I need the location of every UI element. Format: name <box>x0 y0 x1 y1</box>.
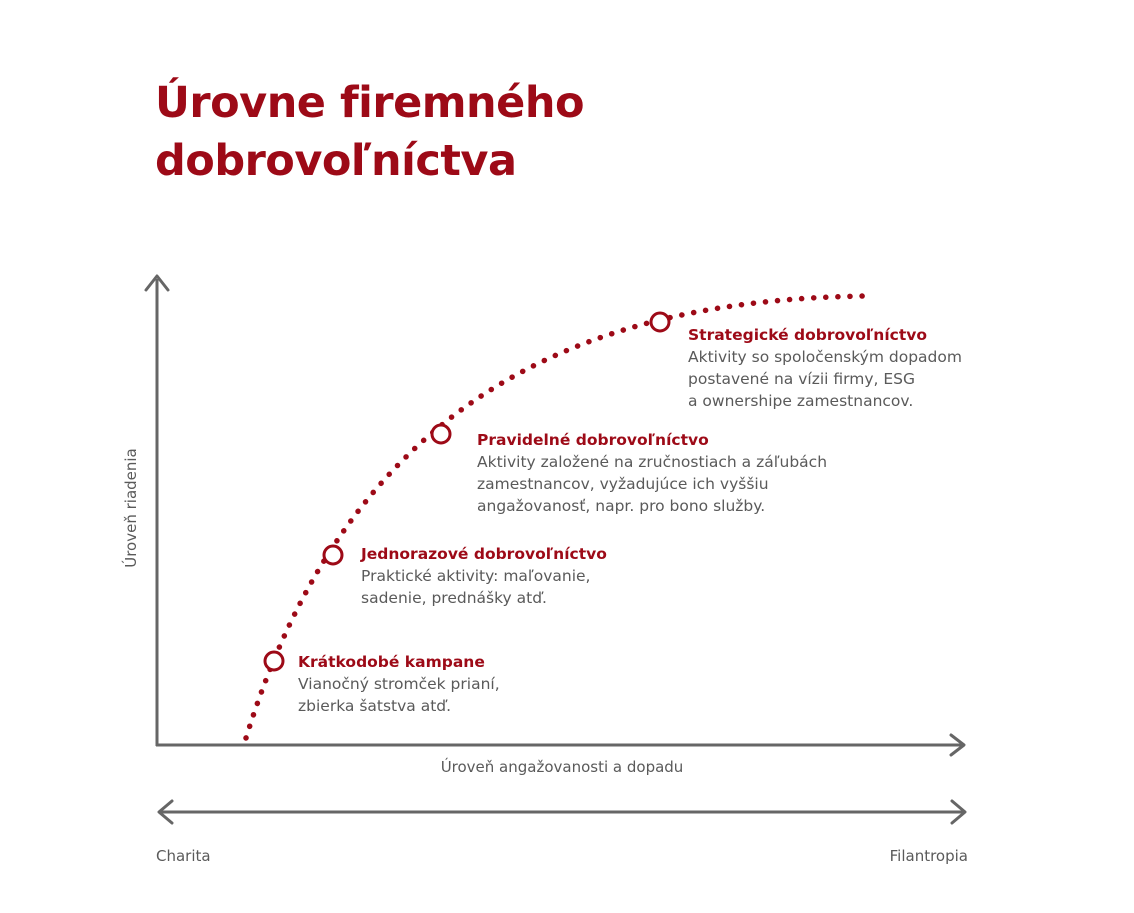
stage-description: Aktivity založené na zručnostiach a záľubách zamestnancov, vyžadujúce ich vyššiu angažovanosť, napr. pro bono služby. <box>477 453 828 515</box>
stage-marker-strategic-volunteering <box>651 313 669 331</box>
scale-label-left: Charita <box>156 847 211 865</box>
stage-marker-short-term-campaigns <box>265 652 283 670</box>
stage-marker-regular-volunteering <box>432 425 450 443</box>
scale-label-right: Filantropia <box>889 847 968 865</box>
stage-title: Pravidelné dobrovoľníctvo <box>477 431 709 449</box>
diagram-title-line-1: Úrovne firemného <box>155 78 584 128</box>
stage-regular-volunteering <box>477 429 827 517</box>
stage-short-term-campaigns <box>298 651 500 717</box>
stage-one-time-volunteering <box>361 543 607 609</box>
stage-description: Vianočný stromček prianí, zbierka šatstva atď. <box>298 675 500 715</box>
stage-description: Aktivity so spoločenským dopadom postavené na vízii firmy, ESG a ownershipe zamestnancov. <box>688 348 962 410</box>
diagram-title-line-2: dobrovoľníctva <box>155 136 517 186</box>
stage-title: Jednorazové dobrovoľníctvo <box>361 545 607 563</box>
stage-marker-one-time-volunteering <box>324 546 342 564</box>
stage-title: Strategické dobrovoľníctvo <box>688 326 928 344</box>
y-axis-label: Úroveň riadenia <box>122 448 140 568</box>
stage-description: Praktické aktivity: maľovanie, sadenie, prednášky atď. <box>361 567 591 607</box>
x-axis-label: Úroveň angažovanosti a dopadu <box>440 758 684 776</box>
stage-title: Krátkodobé kampane <box>298 653 485 671</box>
stage-strategic-volunteering <box>688 324 962 412</box>
